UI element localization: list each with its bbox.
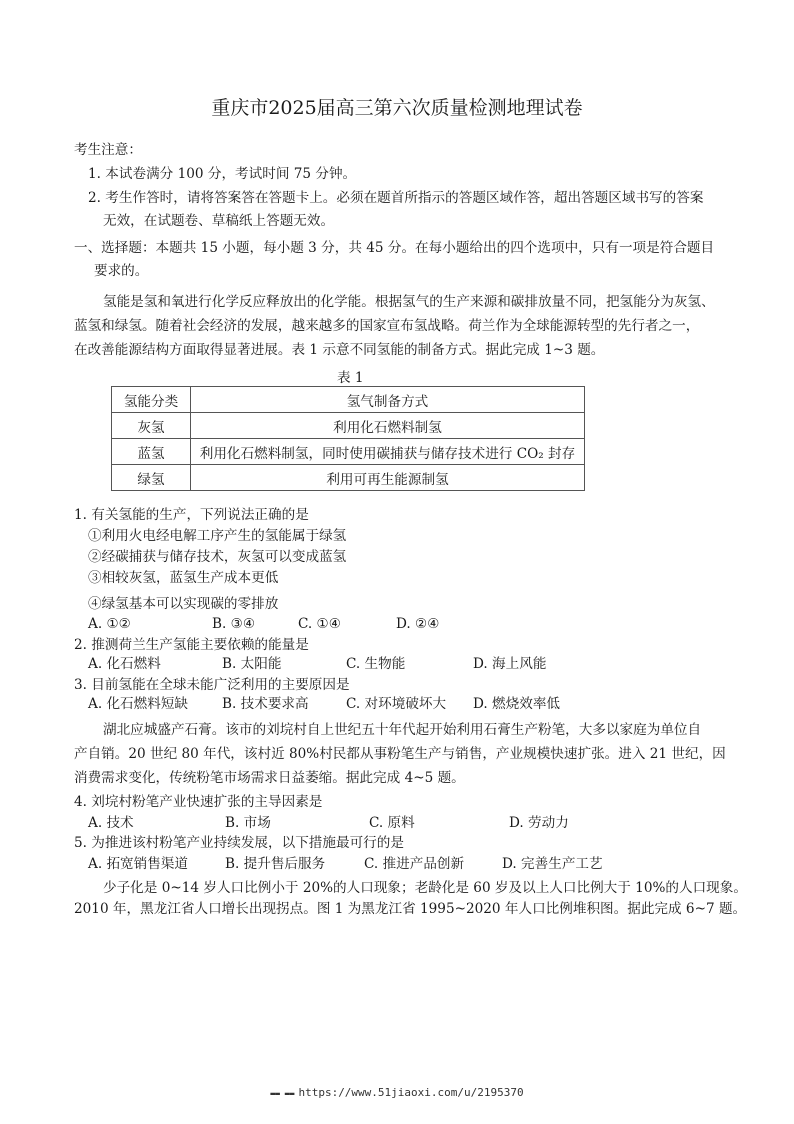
- option-b[interactable]: B. 技术要求高: [222, 696, 309, 712]
- table-header-row: [112, 387, 585, 413]
- table-cell: 蓝氢: [112, 439, 191, 465]
- table-row: [112, 413, 585, 439]
- question-1-stem: 1. 有关氢能的生产，下列说法正确的是: [74, 507, 309, 523]
- option-a[interactable]: A. ①②: [88, 616, 131, 632]
- section-heading-cont: 要求的。: [94, 263, 149, 279]
- option-b[interactable]: B. 提升售后服务: [225, 856, 326, 872]
- question-2-options: [88, 654, 588, 674]
- table-cell: 利用可再生能源制氢: [191, 465, 585, 491]
- question-3-options: [88, 694, 608, 714]
- option-c[interactable]: C. 生物能: [346, 656, 406, 672]
- option-c[interactable]: C. 原料: [369, 815, 415, 831]
- table-cell: 绿氢: [112, 465, 191, 491]
- table-cell: 利用化石燃料制氢: [191, 413, 585, 439]
- question-4-stem: 4. 刘垸村粉笔产业快速扩张的主导因素是: [74, 794, 323, 810]
- passage-2-line-1: 湖北应城盛产石膏。该市的刘垸村自上世纪五十年代起开始利用石膏生产粉笔，大多以家庭为单位自: [103, 722, 702, 738]
- passage-3-line-1: 少子化是 0~14 岁人口比例小于 20%的人口现象；老龄化是 60 岁及以上人口比例大于 10%的人口现象。: [103, 880, 747, 896]
- table-row: [112, 439, 585, 465]
- option-d[interactable]: D. 海上风能: [473, 656, 547, 672]
- passage-3-line-2: 2010 年，黑龙江省人口增长出现拐点。图 1 为黑龙江省 1995~2020 年人口比例堆积图。据此完成 6~7 题。: [74, 901, 747, 917]
- question-1-statement: ③相较灰氢，蓝氢生产成本更低: [88, 570, 279, 586]
- question-1-statement: ②经碳捕获与储存技术，灰氢可以变成蓝氢: [88, 549, 347, 565]
- question-3-stem: 3. 目前氢能在全球未能广泛利用的主要原因是: [74, 677, 350, 693]
- option-c[interactable]: C. ①④: [298, 616, 341, 632]
- option-d[interactable]: D. 燃烧效率低: [473, 696, 561, 712]
- table-caption: 表 1: [337, 370, 364, 386]
- section-heading: 一、选择题：本题共 15 小题，每小题 3 分，共 45 分。在每小题给出的四个选项中，只有一项是符合题目: [74, 240, 715, 256]
- notice-heading: 考生注意：: [74, 142, 142, 158]
- page-title: 重庆市2025届高三第六次质量检测地理试卷: [211, 97, 583, 119]
- option-a[interactable]: A. 技术: [88, 815, 134, 831]
- passage-2-line-3: 消费需求变化，传统粉笔市场需求日益萎缩。据此完成 4~5 题。: [74, 770, 465, 786]
- footer-logo: ▬▬ ▬▬: [270, 1089, 295, 1098]
- passage-2-line-2: 产自销。20 世纪 80 年代，该村近 80%村民都从事粉笔生产与销售，产业规模快速扩张。进入 21 世纪，因: [74, 746, 726, 762]
- passage-1-line-3: 在改善能源结构方面取得显著进展。表 1 示意不同氢能的制备方式。据此完成 1~3 题。: [74, 342, 605, 358]
- question-1-options: [88, 614, 488, 634]
- question-4-options: [88, 813, 608, 833]
- hydrogen-table: [111, 386, 585, 491]
- notice-item-2-cont: 无效，在试题卷、草稿纸上答题无效。: [103, 213, 335, 229]
- page-footer: [0, 1086, 794, 1099]
- option-b[interactable]: B. ③④: [212, 616, 256, 632]
- question-1-statement: ①利用火电经电解工序产生的氢能属于绿氢: [88, 528, 347, 544]
- table-cell: 灰氢: [112, 413, 191, 439]
- notice-item-2: 2. 考生作答时，请将答案答在答题卡上。必须在题首所指示的答题区域作答，超出答题区域书写的答案: [88, 190, 704, 206]
- question-1-statement: ④绿氢基本可以实现碳的零排放: [88, 596, 279, 612]
- option-a[interactable]: A. 拓宽销售渠道: [88, 856, 189, 872]
- option-b[interactable]: B. 太阳能: [222, 656, 282, 672]
- option-a[interactable]: A. 化石燃料: [88, 656, 161, 672]
- option-c[interactable]: C. 推进产品创新: [364, 856, 465, 872]
- passage-1-line-1: 氢能是氢和氧进行化学反应释放出的化学能。根据氢气的生产来源和碳排放量不同，把氢能分为灰氢、: [103, 294, 715, 310]
- option-a[interactable]: A. 化石燃料短缺: [88, 696, 189, 712]
- option-b[interactable]: B. 市场: [225, 815, 271, 831]
- notice-item-1: 1. 本试卷满分 100 分，考试时间 75 分钟。: [88, 166, 357, 182]
- table-cell: 利用化石燃料制氢，同时使用碳捕获与储存技术进行 CO₂ 封存: [191, 439, 585, 465]
- question-2-stem: 2. 推测荷兰生产氢能主要依赖的能量是: [74, 637, 309, 653]
- table-header-cell: 氢能分类: [112, 387, 191, 413]
- option-c[interactable]: C. 对环境破坏大: [346, 696, 447, 712]
- question-5-stem: 5. 为推进该村粉笔产业持续发展，以下措施最可行的是: [74, 835, 404, 851]
- passage-1-line-2: 蓝氢和绿氢。随着社会经济的发展，越来越多的国家宣布氢战略。荷兰作为全球能源转型的先行者之一，: [74, 318, 700, 334]
- question-5-options: [88, 854, 628, 874]
- option-d[interactable]: D. ②④: [396, 616, 440, 632]
- footer-url[interactable]: https://www.51jiaoxi.com/u/2195370: [298, 1086, 524, 1099]
- table-header-cell: 氢气制备方式: [191, 387, 585, 413]
- option-d[interactable]: D. 劳动力: [509, 815, 569, 831]
- table-row: [112, 465, 585, 491]
- option-d[interactable]: D. 完善生产工艺: [502, 856, 603, 872]
